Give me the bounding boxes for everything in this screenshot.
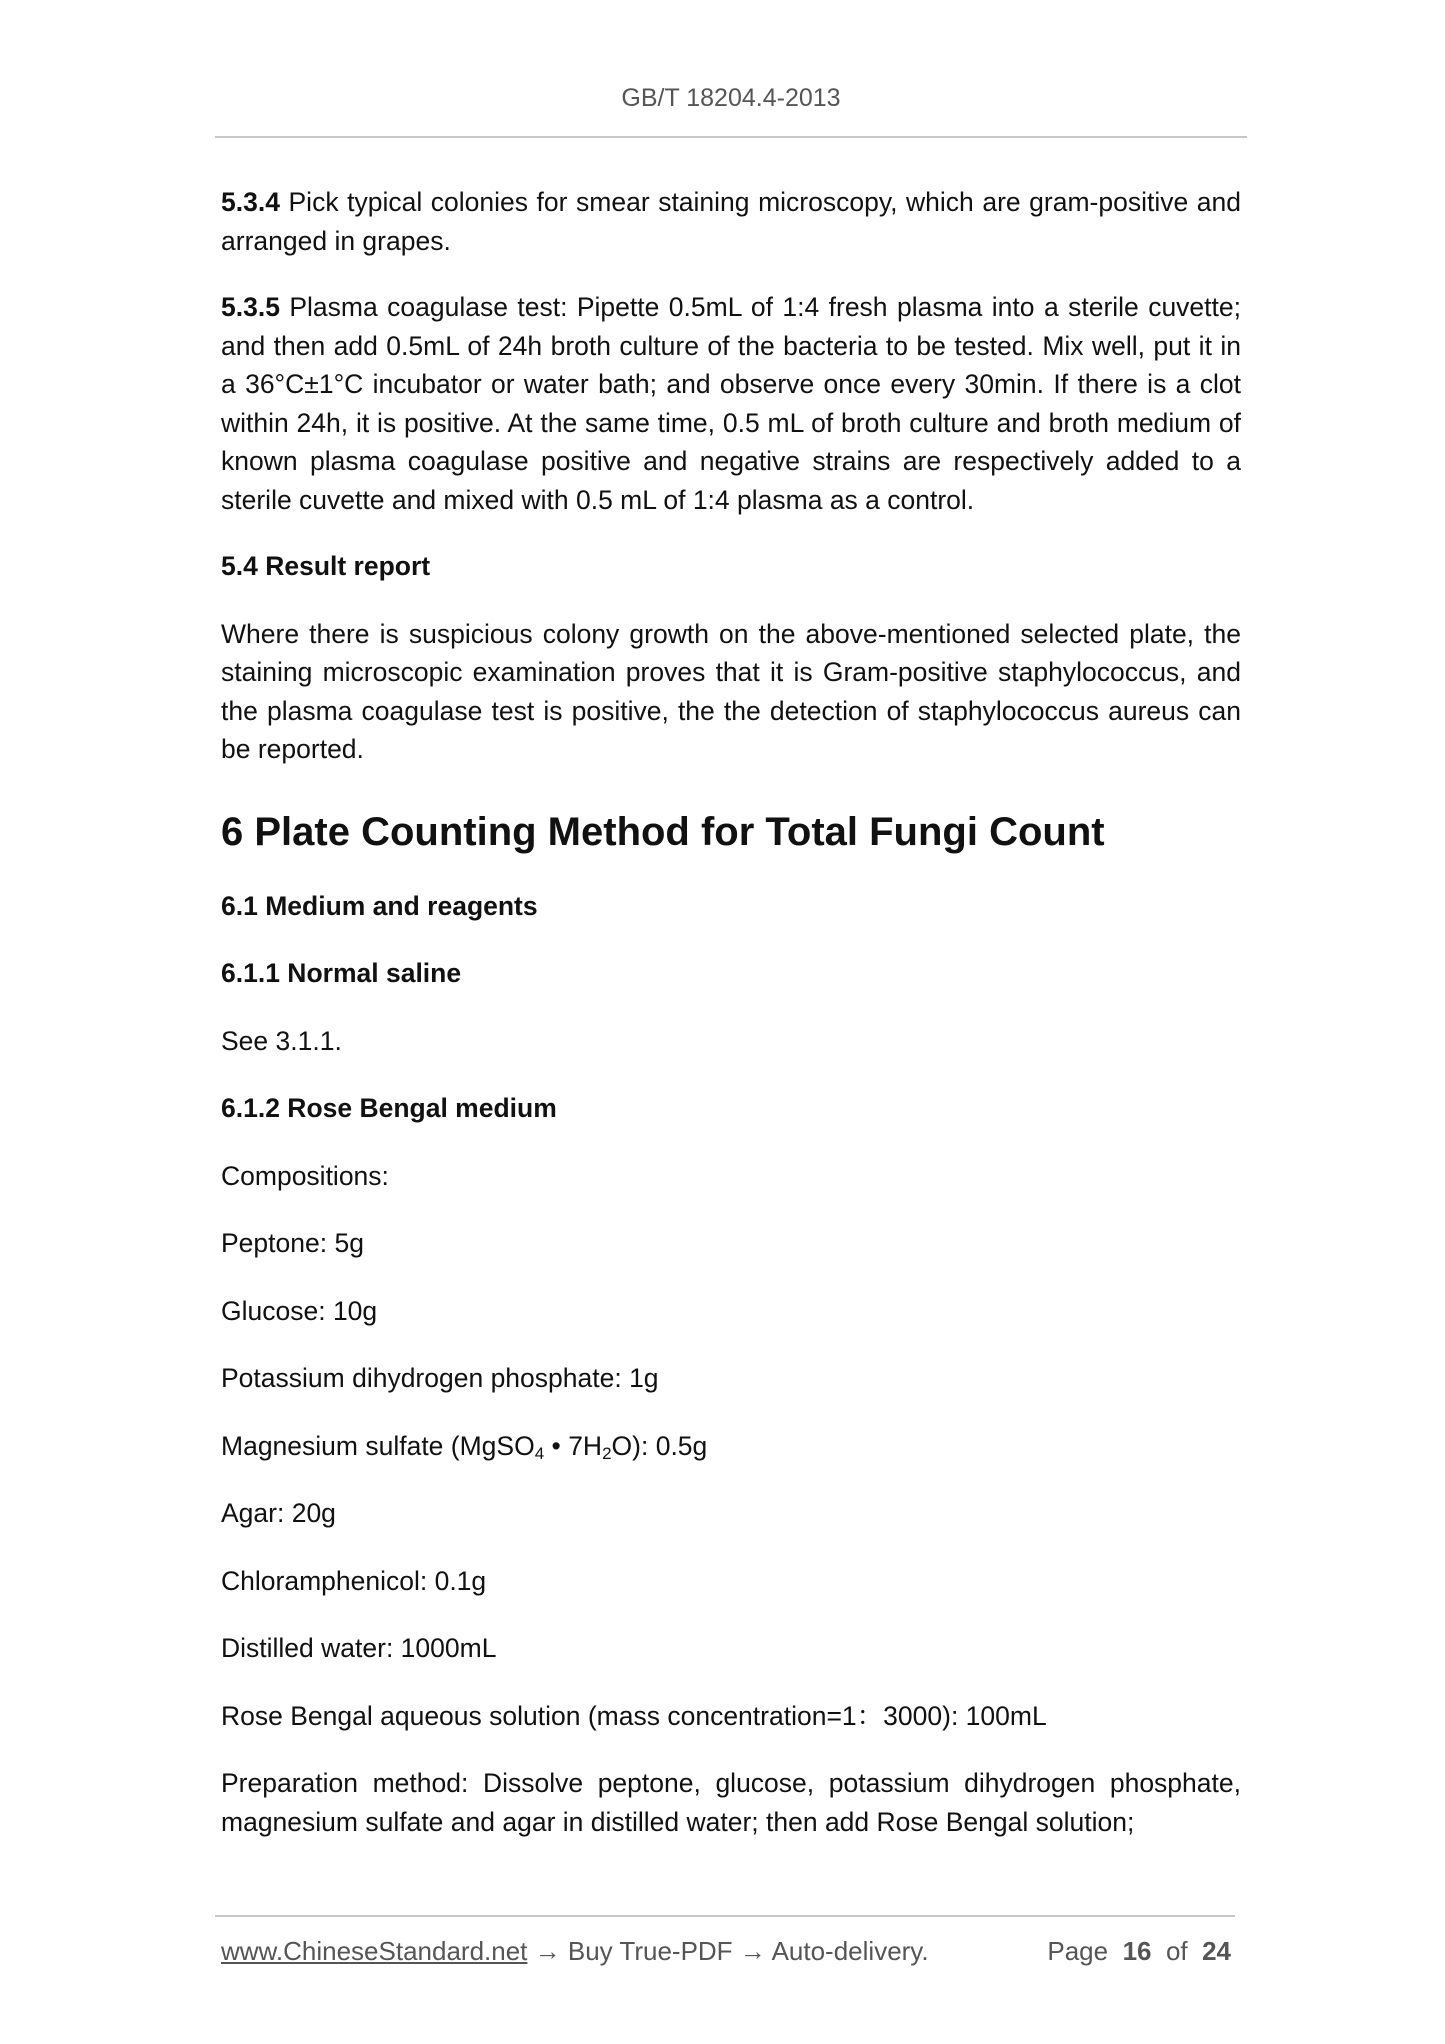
magnesium-mid: • 7H	[544, 1430, 603, 1461]
paragraph-5-4: Where there is suspicious colony growth on the above-mentioned selected plate, the staining microscopic examination proves that it is Gram-positive staphylococcus, and the plasma coagulase test is positive, the the detection of staphylococcus aureus can be reported.	[221, 618, 1241, 764]
compositions-label: Compositions:	[221, 1160, 389, 1191]
subscript-4: 4	[534, 1443, 545, 1463]
heading-6-1-1: 6.1.1 Normal saline	[221, 958, 462, 988]
ingredient-chloramphenicol: Chloramphenicol: 0.1g	[221, 1565, 487, 1596]
clause-number: 5.3.5	[221, 292, 280, 322]
clause-number: 5.3.4	[221, 187, 280, 217]
section-6-title: 6 Plate Counting Method for Total Fungi Count	[221, 809, 1105, 854]
page-total: 24	[1202, 1936, 1231, 1966]
subscript-2: 2	[602, 1443, 612, 1463]
ingredient-peptone: Peptone: 5g	[221, 1228, 364, 1258]
ingredient-potassium: Potassium dihydrogen phosphate: 1g	[221, 1363, 659, 1393]
ingredient-water: Distilled water: 1000mL	[221, 1633, 497, 1663]
page-label: Page	[1047, 1936, 1109, 1966]
ingredient-rose-bengal: Rose Bengal aqueous solution (mass concentration=1：3000): 100mL	[221, 1700, 1047, 1731]
ingredient-glucose: Glucose: 10g	[221, 1295, 378, 1326]
footer-promo	[221, 1934, 929, 1968]
header-divider	[215, 136, 1247, 138]
document-body	[221, 183, 1241, 1841]
document-header-id: GB/T 18204.4-2013	[621, 84, 841, 112]
footer-promo-text: → Buy True-PDF → Auto-delivery.	[527, 1936, 929, 1966]
heading-5-4: 5.4 Result report	[221, 551, 431, 581]
paragraph-5-3-5	[221, 288, 1241, 519]
footer-divider	[215, 1915, 1235, 1917]
paragraph-text: Pick typical colonies for smear staining microscopy, which are gram-positive and arranged in grapes.	[221, 187, 1241, 256]
paragraph-text: Plasma coagulase test: Pipette 0.5mL of 1:4 fresh plasma into a sterile cuvette; and then add 0.5mL of 24h broth culture of the bacteria to be tested. Mix well, put it in a 36°C±1°C incubator or water bath; and observe once every 30min. If there is a clot within 24h, it is positive. At the same time, 0.5 mL of broth culture and broth medium of known plasma coagulase positive and negative strains are respectively added to a sterile cuvette and mixed with 0.5 mL of 1:4 plasma as a control.	[221, 292, 1241, 515]
ingredient-agar: Agar: 20g	[221, 1498, 336, 1528]
heading-6-1: 6.1 Medium and reagents	[221, 890, 538, 921]
magnesium-suffix: O): 0.5g	[611, 1430, 708, 1461]
magnesium-prefix: Magnesium sulfate (MgSO	[221, 1430, 535, 1461]
paragraph-5-3-4	[221, 183, 1241, 260]
page-current: 16	[1122, 1936, 1152, 1966]
preparation-method: Preparation method: Dissolve peptone, glucose, potassium dihydrogen phosphate, magnesium sulfate and agar in distilled water; then add Rose Bengal solution;	[221, 1768, 1241, 1837]
page-indicator	[1047, 1934, 1231, 1968]
paragraph-6-1-1: See 3.1.1.	[221, 1025, 342, 1056]
ingredient-magnesium	[221, 1427, 1241, 1466]
website-link[interactable]: www.ChineseStandard.net	[221, 1936, 528, 1966]
heading-6-1-2: 6.1.2 Rose Bengal medium	[221, 1093, 557, 1123]
page-of: of	[1165, 1936, 1188, 1966]
